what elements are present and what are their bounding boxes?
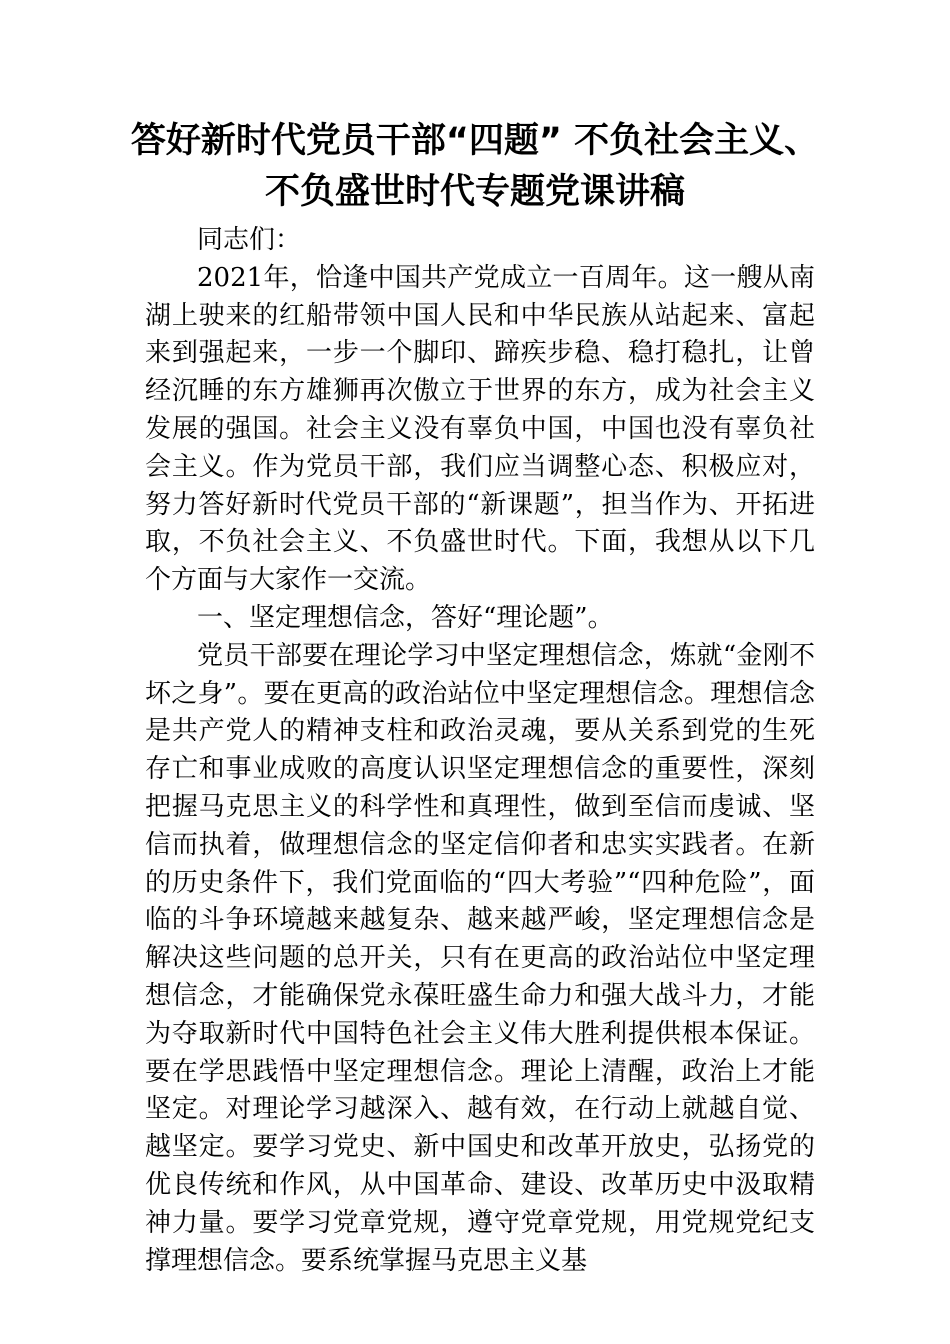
salutation: 同志们： bbox=[197, 225, 302, 255]
paragraph-section-1: 党员干部要在理论学习中坚定理想信念，炼就“金刚不坏之身”。要在更高的政治站位中坚定理想信念。理想信念是共产党人的精神支柱和政治灵魂，要从关系到党的生死存亡和事业成败的高度认识坚定理想信念的重要性，深刻把握马克思主义的科学性和真理性，做到至信而虔诚、坚信而执着，做理想信念的坚定信仰者和忠实实践者。在新的历史条件下，我们党面临的“四大考验”“四种危险”，面临的斗争环境越来越复杂、越来越严峻，坚定理想信念是解决这些问题的总开关，只有在更高的政治站位中坚定理想信念，才能确保党永葆旺盛生命力和强大战斗力，才能为夺取新时代中国特色社会主义伟大胜利提供根本保证。要在学思践悟中坚定理想信念。理论上清醒，政治上才能坚定。对理论学习越深入、越有效，在行动上就越自觉、越坚定。要学习党史、新中国史和改革开放史，弘扬党的优良传统和作风，从中国革命、建设、改革历史中汲取精神力量。要学习党章党规，遵守党章党规，用党规党纪支撑理想信念。要系统掌握马克思主义基 bbox=[145, 640, 815, 1276]
section-heading-1: 一、坚定理想信念，答好“理论题”。 bbox=[197, 602, 614, 633]
document-body bbox=[145, 222, 815, 1280]
paragraph-intro: 2021年，恰逢中国共产党成立一百周年。这一艘从南湖上驶来的红船带领中国人民和中华民族从站起来、富起来到强起来，一步一个脚印、蹄疾步稳、稳打稳扎，让曾经沉睡的东方雄狮再次傲立于世界的东方，成为社会主义发展的强国。社会主义没有辜负中国，中国也没有辜负社会主义。作为党员干部，我们应当调整心态、积极应对，努力答好新时代党员干部的“新课题”，担当作为、开拓进取，不负社会主义、不负盛世时代。下面，我想从以下几个方面与大家作一交流。 bbox=[145, 262, 815, 596]
document-title-line-1: 答好新时代党员干部“四题” 不负社会主义、 bbox=[130, 121, 820, 161]
document-title-line-2: 不负盛世时代专题党课讲稿 bbox=[264, 172, 685, 212]
